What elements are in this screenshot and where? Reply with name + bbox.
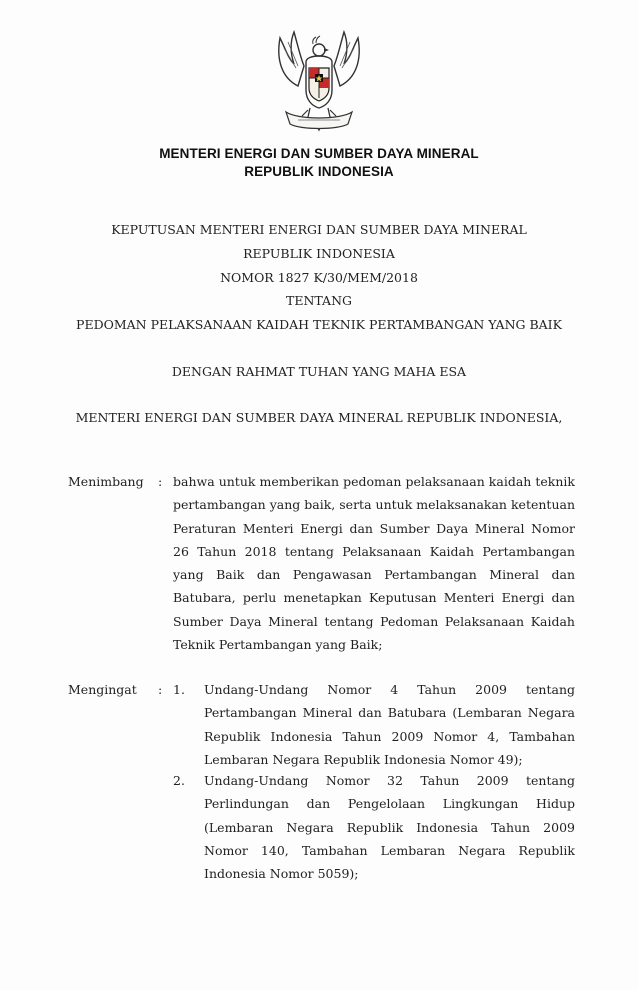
list-item-number: 1.: [173, 682, 185, 697]
menimbang-colon: :: [158, 474, 163, 489]
ministry-country: REPUBLIK INDONESIA: [244, 164, 394, 179]
decree-subject: PEDOMAN PELAKSANAAN KAIDAH TEKNIK PERTAMBANGAN YANG BAIK: [76, 317, 562, 332]
decree-country: REPUBLIK INDONESIA: [243, 246, 395, 261]
list-item-number: 2.: [173, 773, 185, 788]
decree-title: KEPUTUSAN MENTERI ENERGI DAN SUMBER DAYA MINERAL: [111, 222, 527, 237]
decree-number: NOMOR 1827 K/30/MEM/2018: [220, 270, 418, 285]
menimbang-label: Menimbang: [68, 474, 144, 489]
list-item: Undang-Undang Nomor 32 Tahun 2009 tentang Perlindungan dan Pengelolaan Lingkungan Hidup (Lembaran Negara Republik Indonesia Tahun 2009 Nomor 140, Tambahan Lembaran Negara Republik Indonesia Nomor 5059);: [204, 773, 575, 882]
list-item: Undang-Undang Nomor 4 Tahun 2009 tentang Pertambangan Mineral dan Batubara (Lembaran Negara Republik Indonesia Tahun 2009 Nomor 4, Tambahan Lembaran Negara Republik Indonesia Nomor 49);: [204, 682, 575, 767]
mengingat-label: Mengingat: [68, 682, 137, 697]
garuda-emblem-icon: [268, 28, 370, 136]
mengingat-colon: :: [158, 682, 163, 697]
issuer: MENTERI ENERGI DAN SUMBER DAYA MINERAL REPUBLIK INDONESIA,: [75, 410, 563, 425]
ministry-name: MENTERI ENERGI DAN SUMBER DAYA MINERAL: [159, 146, 479, 161]
menimbang-text: bahwa untuk memberikan pedoman pelaksanaan kaidah teknik pertambangan yang baik, serta untuk melaksanakan ketentuan Peraturan Menteri Energi dan Sumber Daya Mineral Nomor 26 Tahun 2018 tentang Pelaksanaan Kaidah Pertambangan yang Baik dan Pengawasan Pertambangan Mineral dan Batubara, perlu menetapkan Keputusan Menteri Energi dan Sumber Daya Mineral tentang Pedoman Pelaksanaan Kaidah Teknik Pertambangan yang Baik;: [173, 474, 575, 653]
decree-about: TENTANG: [285, 293, 352, 308]
invocation: DENGAN RAHMAT TUHAN YANG MAHA ESA: [171, 364, 467, 379]
